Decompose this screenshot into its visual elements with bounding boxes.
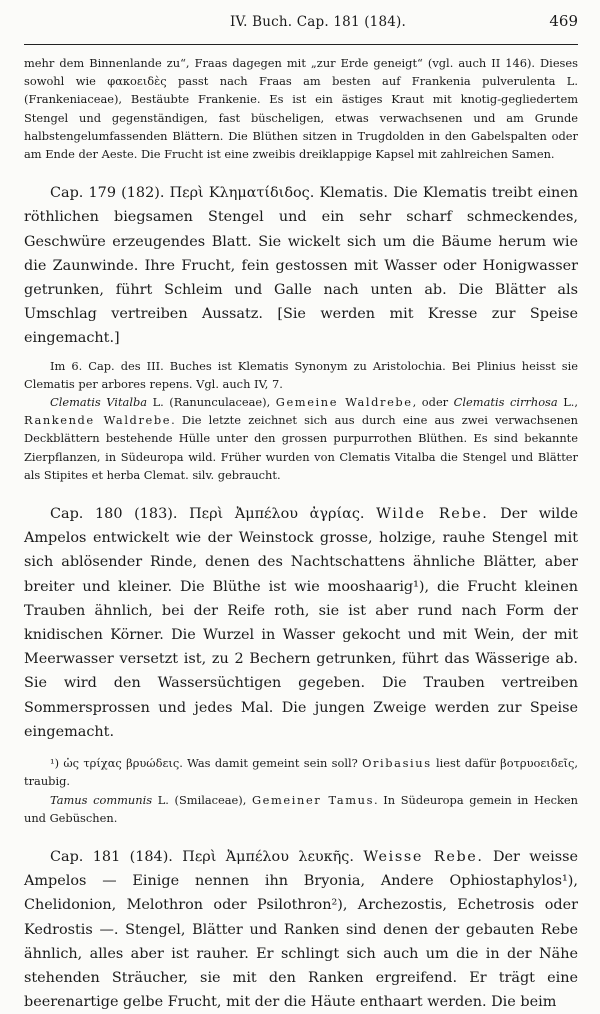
page-number: 469 xyxy=(549,12,578,30)
chapter-180-footnote xyxy=(24,754,578,790)
latin-name: Tamus communis xyxy=(50,792,153,807)
chapter-181-heading: Cap. 181 (184). xyxy=(50,848,173,865)
chapter-181-name: Weisse Rebe. xyxy=(363,848,484,865)
chapter-181-greek-title: Περὶ Ἀμπέλου λευκῆς. xyxy=(182,848,354,865)
chapter-180 xyxy=(24,502,578,744)
footnote-text: liest dafür βοτρυοειδεῖς, traubig. xyxy=(24,756,578,789)
page-header xyxy=(0,10,600,40)
chapter-180-heading: Cap. 180 (183). xyxy=(50,506,178,523)
chapter-179-note-2 xyxy=(24,393,578,484)
chapter-179-greek-title: Περὶ Κληματίδιδος. xyxy=(169,185,315,202)
common-name: Gemeine Waldrebe xyxy=(275,395,413,410)
author-name: Oribasius xyxy=(362,756,432,771)
common-name: Rankende Waldrebe xyxy=(24,413,172,428)
continuation-paragraph: mehr dem Binnenlande zu“, Fraas dagegen mit „zur Erde geneigt“ (vgl. auch II 146). Dieses sowohl wie φακοειδὲς passt nach Fraas am besten auf Frankenia pulverulenta L. (Frankeniaceae), Bestäubte Frankenie. Es ist ein ästiges Kraut mit knotig-gegliedertem Stengel und gegenständigen, fast büscheligen, etwas verwachsenen und am Grunde halbstengelumfassenden Blättern. Die Blüthen sitzen in Trugdolden in den Gabelspalten oder am Ende der Aeste. Die Frucht ist eine zweibis dreiklappige Kapsel mit zahlreichen Samen. xyxy=(24,56,578,162)
common-name: Gemeiner Tamus xyxy=(251,792,375,807)
note-text: L., xyxy=(563,395,579,410)
note-text: . In Südeuropa gemein in Hecken und Gebüschen. xyxy=(24,792,579,825)
chapter-179-name: Klematis. xyxy=(319,185,388,202)
chapter-179-note-1: Im 6. Cap. des III. Buches ist Klematis Synonym zu Aristolochia. Bei Plinius heisst sie Clematis per arbores repens. Vgl. auch IV, 7. xyxy=(24,358,578,391)
note-text: L. (Smilaceae), xyxy=(152,792,252,807)
page-body xyxy=(24,54,578,1014)
chapter-179 xyxy=(24,181,578,350)
latin-name: Clematis cirrhosa xyxy=(453,395,558,410)
chapter-181 xyxy=(24,845,578,1014)
chapter-180-name: Wilde Rebe. xyxy=(376,506,489,523)
chapter-180-greek-title: Περὶ Ἀμπέλου ἀγρίας. xyxy=(189,506,365,523)
footnote-text: ¹) ὡς τρίχας βρυώδεις. Was damit gemeint sein soll? xyxy=(50,756,363,771)
note-text: . Die letzte zeichnet sich aus durch eine aus zwei verwachsenen Deckblättern bestehende Hülle unter den grossen purpurrothen Blüthen. Es sind bekannte Zierpflanzen, in Südeuropa wild. Früher wurden von Clematis Vitalba die Stengel und Blätter als Stipites et herba Clemat. silv. gebraucht. xyxy=(24,413,578,482)
latin-name: Clematis Vitalba xyxy=(50,395,148,410)
chapter-180-note xyxy=(24,791,578,827)
running-head: IV. Buch. Cap. 181 (184). xyxy=(230,14,407,30)
header-rule xyxy=(24,44,578,45)
chapter-180-text: Der wilde Ampelos entwickelt wie der Weinstock grosse, holzige, rauhe Stengel mit sich ablösender Rinde, denen des Nachtschattens ähnliche Blätter, aber breiter und kleiner. Die Blüthe ist wie mooshaarig¹), die Frucht kleinen Trauben ähnlich, bei der Reife roth, sie ist aber rund nach Form der knidischen Körner. Die Wurzel in Wasser gekocht und mit Wein, der mit Meerwasser versetzt ist, zu 2 Bechern getrunken, führt das Wässerige ab. Sie wird den Wassersüchtigen gegeben. Die Trauben vertreiben Sommersprossen und jedes Mal. Die jungen Zweige werden zur Speise eingemacht. xyxy=(24,506,578,740)
chapter-179-heading: Cap. 179 (182). xyxy=(50,185,165,202)
chapter-181-text: Der weisse Ampelos — Einige nennen ihn Bryonia, Andere Ophiostaphylos¹), Chelidonion, Melothron oder Psilothron²), Archezostis, Echetrosis oder Kedrostis —. Stengel, Blätter und Ranken sind denen der gebauten Rebe ähnlich, alles aber ist rauher. Er schlingt sich auch um die in der Nähe stehenden Sträucher, sie mit den Ranken ergreifend. Er trägt eine beerenartige gelbe Frucht, mit der die Häute enthaart werden. Die beim xyxy=(24,848,579,1011)
note-text: L. (Ranunculaceae), xyxy=(152,395,271,410)
note-text: , oder xyxy=(412,395,449,410)
chapter-179-text: Die Klematis treibt einen röthlichen biegsamen Stengel und ein sehr scharf schmeckendes, Geschwüre erzeugendes Blatt. Sie wickelt sich um die Bäume herum wie die Zaunwinde. Ihre Frucht, fein gestossen mit Wasser oder Honigwasser getrunken, führt Schleim und Galle nach unten ab. Die Blätter als Umschlag vertreiben Aussatz. [Sie werden mit Kresse zur Speise eingemacht.] xyxy=(24,185,578,347)
